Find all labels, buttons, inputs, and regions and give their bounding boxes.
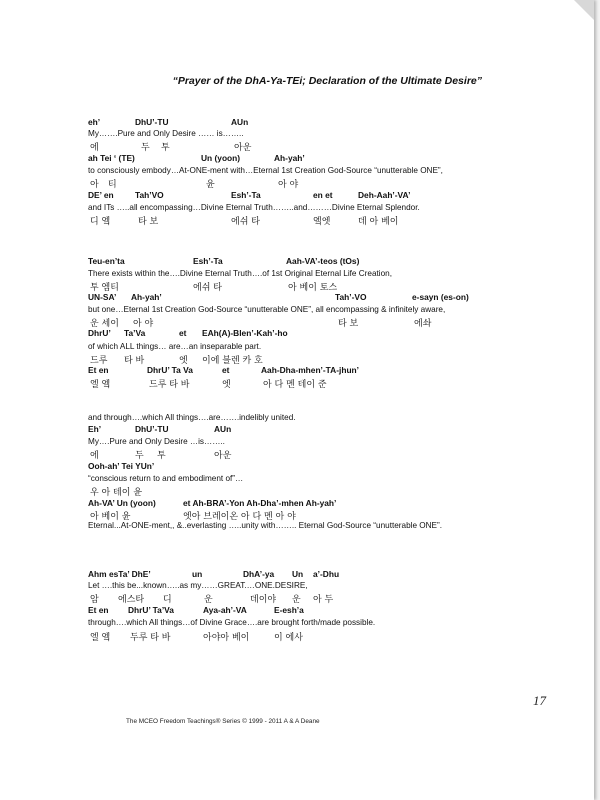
korean-phonetic: 아운: [214, 451, 232, 461]
korean-phonetic: 에쉬 타: [231, 217, 260, 227]
korean-phonetic: 에: [90, 451, 99, 461]
transliteration-word: DhrU’ Ta’Va: [128, 605, 174, 615]
transliteration-word: Aya-ah’-VA: [203, 605, 247, 615]
transliteration-word: DhU’-TU: [135, 424, 169, 434]
transliteration-word: Et en: [88, 365, 109, 375]
transliteration-word: Teu-en’ta: [88, 256, 125, 266]
transliteration-word: ah Tei ‘ (TE): [88, 153, 135, 163]
transliteration-word: Ta’Va: [124, 328, 146, 338]
korean-phonetic: 아 베이 윤: [90, 512, 131, 522]
english-translation: “conscious return to and embodiment of”…: [88, 474, 244, 483]
korean-phonetic: 에쉬 타: [193, 283, 222, 293]
korean-phonetic: 아 야: [133, 319, 154, 329]
korean-phonetic: 엣아 브레이온 아 다 멘 아 야: [183, 512, 296, 522]
english-translation: to consciously embody…At-ONE-ment with…Eternal 1st Creation God-Source “unutterable ONE”,: [88, 166, 443, 175]
korean-phonetic: 에솨: [414, 319, 432, 329]
transliteration-word: Deh-Aah’-VA’: [358, 190, 411, 200]
korean-phonetic: 디: [163, 595, 172, 605]
korean-phonetic: 아 두: [313, 595, 334, 605]
transliteration-word: Un (yoon): [201, 153, 241, 163]
transliteration-word: Ah-yah’: [131, 292, 162, 302]
page-title: “Prayer of the DhA-Ya-TEi; Declaration of the Ultimate Desire”: [172, 75, 482, 87]
transliteration-word: Ah-yah’: [274, 153, 305, 163]
korean-phonetic: 아 베이 토스: [288, 283, 338, 293]
transliteration-word: Esh’-Ta: [193, 256, 223, 266]
transliteration-word: Eh’: [88, 424, 102, 434]
korean-phonetic: 타 보: [338, 319, 359, 329]
transliteration-word: DhU’-TU: [135, 117, 169, 127]
korean-phonetic: 투: [157, 451, 166, 461]
transliteration-word: Un: [292, 569, 304, 579]
korean-phonetic: 아 야: [278, 180, 299, 190]
page-number: 17: [533, 693, 546, 708]
english-translation: and ITs …..all encompassing…Divine Eternal Truth……..and………Divine Eternal Splendor.: [88, 203, 420, 212]
korean-phonetic: 운: [204, 595, 213, 605]
page-corner-fold: [574, 0, 594, 20]
transliteration-word: e-sayn (es-on): [412, 292, 469, 302]
transliteration-word: un: [192, 569, 203, 579]
transliteration-word: Ahm esTa’ DhE’: [88, 569, 151, 579]
transliteration-word: Tah’VO: [135, 190, 164, 200]
transliteration-word: et: [179, 328, 187, 338]
korean-phonetic: 암: [90, 595, 99, 605]
korean-phonetic: 에: [90, 143, 99, 153]
english-translation: but one…Eternal 1st Creation God-Source “unutterable ONE”, all encompassing & infinitely aware,: [88, 305, 446, 314]
korean-phonetic: 타 바: [124, 356, 145, 366]
korean-phonetic: 티: [108, 180, 117, 190]
korean-phonetic: 이에 블렌 카 호: [202, 356, 263, 366]
korean-phonetic: 이 에사: [274, 633, 303, 643]
korean-phonetic: 데이야: [250, 595, 277, 605]
korean-phonetic: 운: [292, 595, 301, 605]
korean-phonetic: 엘 엨: [90, 633, 111, 643]
transliteration-word: et Ah-BRA’-Yon Ah-Dha’-mhen Ah-yah’: [183, 498, 337, 508]
copyright-footer: The MCEO Freedom Teachings® Series © 1999 - 2011 A & A Deane: [126, 718, 320, 725]
korean-phonetic: 드루 타 바: [149, 380, 190, 390]
transliteration-word: DhA’-ya: [243, 569, 275, 579]
transliteration-word: Ah-VA’ Un (yoon): [88, 498, 156, 508]
transliteration-word: Tah’-VO: [335, 292, 367, 302]
korean-phonetic: 데 아 베이: [358, 217, 399, 227]
english-translation: and through….which All things….are…….indelibly united.: [88, 413, 296, 422]
transliteration-word: Ooh-ah’ Tei YUn’: [88, 461, 155, 471]
korean-phonetic: 엣: [222, 380, 231, 390]
korean-phonetic: 두: [135, 451, 144, 461]
korean-phonetic: 엨엣: [313, 217, 331, 227]
english-translation: Eternal...At-ONE-ment,, &..everlasting …..unity with…….. Eternal God-Source “unutterable ONE”.: [88, 521, 443, 530]
transliteration-word: a’-Dhu: [313, 569, 340, 579]
transliteration-word: DhrU’ Ta Va: [147, 365, 193, 375]
transliteration-word: eh’: [88, 117, 101, 127]
korean-phonetic: 엘 엨: [90, 380, 111, 390]
transliteration-word: Aah-VA’-teos (tOs): [286, 256, 360, 266]
korean-phonetic: 아야아 베이: [203, 633, 250, 643]
english-translation: through….which All things…of Divine Grace….are brought forth/made possible.: [88, 618, 376, 627]
korean-phonetic: 두루 타 바: [130, 633, 171, 643]
transliteration-word: en et: [313, 190, 333, 200]
transliteration-word: et: [222, 365, 230, 375]
transliteration-word: E-esh’a: [274, 605, 304, 615]
transliteration-word: Esh’-Ta: [231, 190, 261, 200]
english-translation: My…….Pure and Only Desire …… is……..: [88, 129, 244, 138]
korean-phonetic: 아 다 멘 테이 준: [263, 380, 327, 390]
english-translation: Let ….this be...known…..as my……GREAT.…ONE.DESIRE,: [88, 581, 308, 590]
korean-phonetic: 타 보: [138, 217, 159, 227]
transliteration-word: Et en: [88, 605, 109, 615]
korean-phonetic: 두: [141, 143, 150, 153]
english-translation: of which ALL things… are…an inseparable part.: [88, 342, 262, 351]
transliteration-word: Aah-Dha-mhen’-TA-jhun’: [261, 365, 360, 375]
korean-phonetic: 우 아 테이 윤: [90, 488, 143, 498]
korean-phonetic: 드루: [90, 356, 108, 366]
transliteration-word: DE’ en: [88, 190, 114, 200]
transliteration-word: AUn: [214, 424, 232, 434]
korean-phonetic: 윤: [206, 180, 215, 190]
korean-phonetic: 에스타: [118, 595, 145, 605]
english-translation: There exists within the….Divine Eternal Truth….of 1st Original Eternal Life Creation,: [88, 269, 392, 278]
korean-phonetic: 투 엠티: [90, 283, 119, 293]
transliteration-word: EAh(A)-Blen’-Kah’-ho: [202, 328, 288, 338]
transliteration-word: UN-SA’: [88, 292, 117, 302]
transliteration-word: DhrU’: [88, 328, 111, 338]
english-translation: My….Pure and Only Desire …is……..: [88, 437, 225, 446]
transliteration-word: AUn: [231, 117, 249, 127]
korean-phonetic: 아운: [234, 143, 252, 153]
korean-phonetic: 투: [161, 143, 170, 153]
korean-phonetic: 디 엨: [90, 217, 111, 227]
korean-phonetic: 엣: [179, 356, 188, 366]
korean-phonetic: 아: [90, 180, 99, 190]
korean-phonetic: 운 세이: [90, 319, 119, 329]
